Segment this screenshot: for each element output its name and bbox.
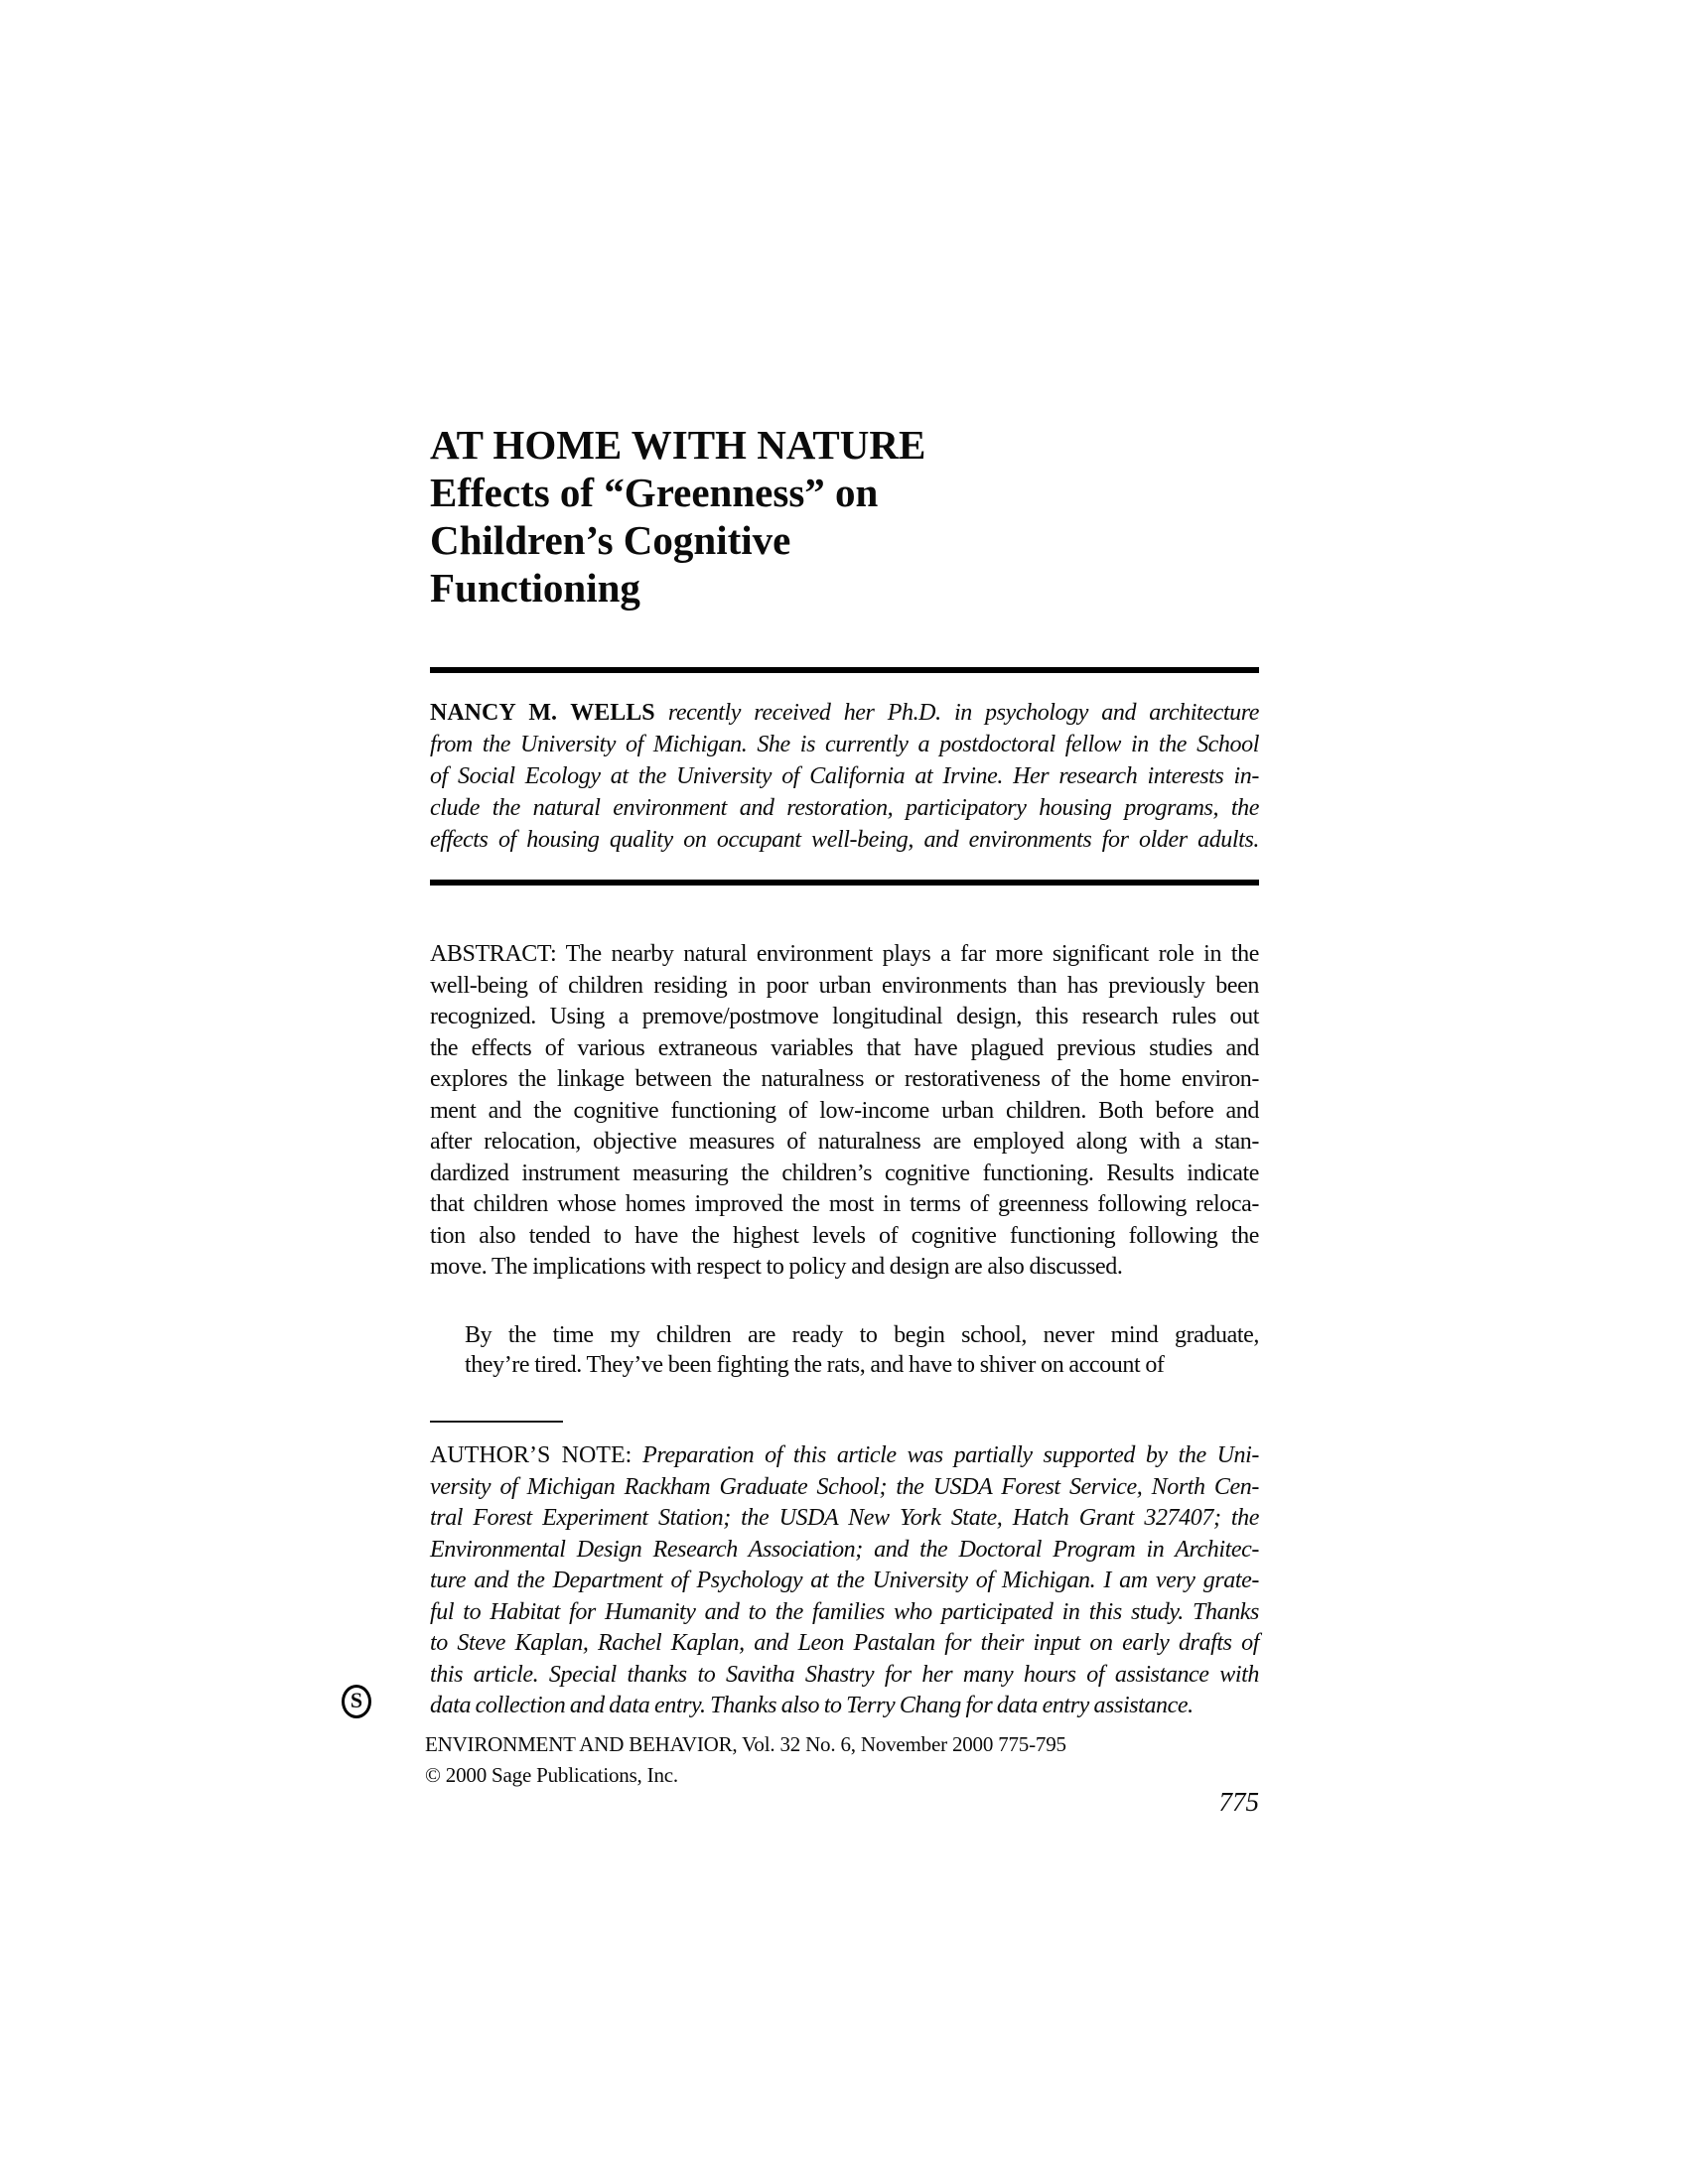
abstract (430, 939, 1259, 1284)
bio-line: from the University of Michigan. She is currently a postdoctoral fellow in the School (430, 732, 1259, 757)
abstract-line: tion also tended to have the highest levels of cognitive functioning following the (430, 1222, 1259, 1249)
note-line: ful to Habitat for Humanity and to the families who participated in this study. Thanks (430, 1598, 1259, 1625)
abstract-line: well-being of children residing in poor urban environments than has previously been (430, 972, 1259, 999)
bio-line-text: recently received her Ph.D. in psychology and architecture (667, 700, 1259, 726)
author-name: NANCY M. WELLS (430, 700, 655, 726)
bio-line (430, 697, 1259, 729)
abstract-line: explores the linkage between the naturalness or restorativeness of the home environ- (430, 1066, 1259, 1092)
abstract-line: the effects of various extraneous variables that have plagued previous studies and (430, 1034, 1259, 1061)
note-line: data collection and data entry. Thanks also to Terry Chang for data entry assistance. (430, 1693, 1194, 1718)
page-number: 775 (1218, 1787, 1259, 1817)
authors-note-label: AUTHOR’S NOTE: (430, 1442, 633, 1468)
journal-citation: ENVIRONMENT AND BEHAVIOR, Vol. 32 No. 6, November 2000 775-795 (425, 1732, 1066, 1756)
note-line: versity of Michigan Rackham Graduate School; the USDA Forest Service, North Cen- (430, 1473, 1259, 1500)
note-line: ture and the Department of Psychology at the University of Michigan. I am very grate- (430, 1568, 1259, 1593)
bio-line: effects of housing quality on occupant well-being, and environments for older adults. (430, 827, 1259, 853)
article-title-line: Functioning (430, 565, 640, 611)
abstract-line: after relocation, objective measures of naturalness are employed along with a stan- (430, 1129, 1259, 1155)
bio-line: of Social Ecology at the University of California at Irvine. Her research interests in- (430, 763, 1259, 789)
journal-citation-block (425, 1729, 1254, 1791)
note-line (430, 1440, 1259, 1472)
footnote-rule (430, 1421, 563, 1423)
bio-line: clude the natural environment and restoration, participatory housing programs, the (430, 795, 1259, 821)
note-line-text: Preparation of this article was partially supported by the Uni- (642, 1442, 1259, 1468)
note-line: this article. Special thanks to Savitha Shastry for her many hours of assistance with (430, 1661, 1259, 1688)
quote-line: By the time my children are ready to begin school, never mind graduate, (465, 1322, 1259, 1348)
note-line: Environmental Design Research Association; and the Doctoral Program in Architec- (430, 1536, 1259, 1563)
author-bio (430, 697, 1259, 856)
divider-bottom (430, 880, 1259, 886)
note-line: tral Forest Experiment Station; the USDA New York State, Hatch Grant 327407; the (430, 1505, 1259, 1531)
abstract-line: move. The implications with respect to policy and design are also discussed. (430, 1254, 1123, 1280)
copyright-line: © 2000 Sage Publications, Inc. (425, 1763, 678, 1787)
abstract-line: ABSTRACT: The nearby natural environment plays a far more significant role in the (430, 941, 1259, 967)
epigraph-quote (465, 1320, 1259, 1380)
divider-top (430, 667, 1259, 673)
article-title-line: Effects of “Greenness” on (430, 470, 879, 515)
article-title-line: Children’s Cognitive (430, 517, 791, 563)
sage-publisher-logo-icon (342, 1685, 371, 1718)
abstract-line: that children whose homes improved the most in terms of greenness following reloca- (430, 1191, 1259, 1217)
quote-line: they’re tired. They’ve been fighting the rats, and have to shiver on account of (465, 1352, 1165, 1378)
note-line: to Steve Kaplan, Rachel Kaplan, and Leon Pastalan for their input on early drafts of (430, 1630, 1259, 1656)
abstract-line: ment and the cognitive functioning of low-income urban children. Both before and (430, 1097, 1259, 1124)
abstract-line: recognized. Using a premove/postmove longitudinal design, this research rules out (430, 1004, 1259, 1029)
authors-note (430, 1440, 1259, 1722)
article-title-line: AT HOME WITH NATURE (430, 422, 926, 468)
sage-logo-letter: S (350, 1688, 363, 1712)
abstract-line: dardized instrument measuring the children’s cognitive functioning. Results indicate (430, 1160, 1259, 1186)
article-title (430, 421, 1324, 612)
